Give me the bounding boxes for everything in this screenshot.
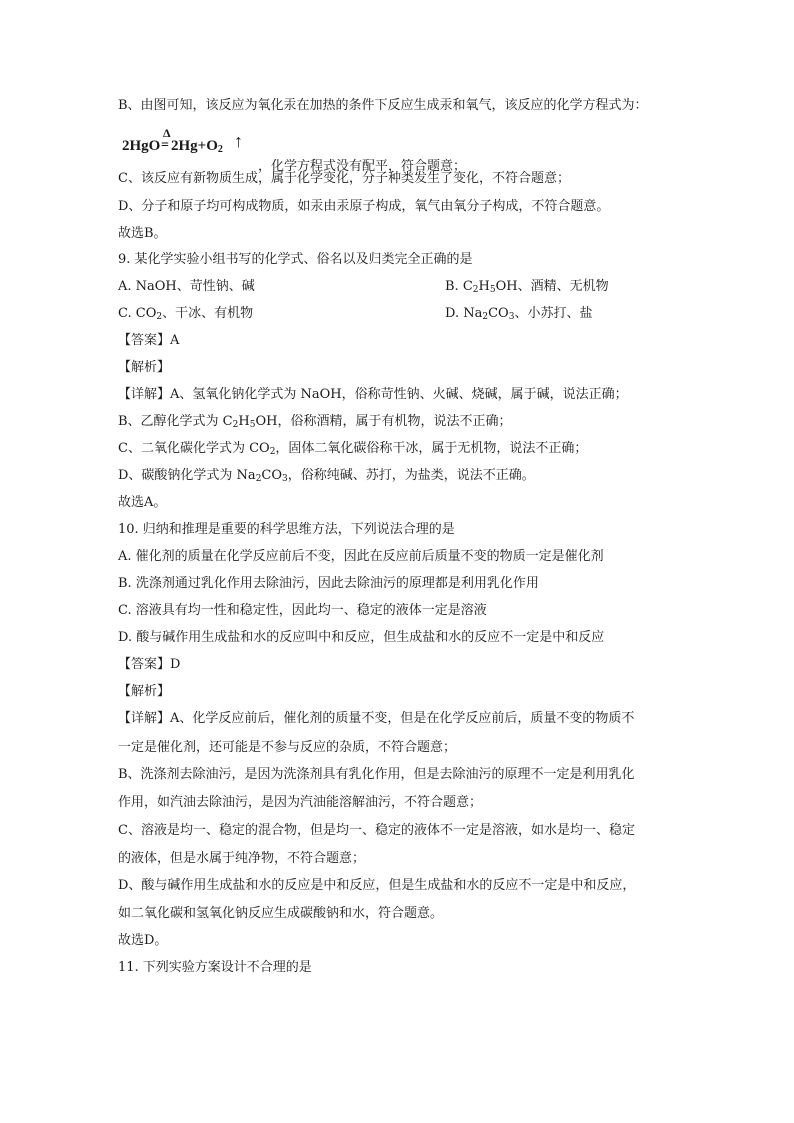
- equation-reactant: 2HgO: [122, 138, 161, 154]
- equation-products-subscript: 2: [217, 144, 223, 155]
- heating-condition: Δ: [163, 126, 171, 140]
- q9-detail-a: 【详解】A、氢氧化钠化学式为 NaOH，俗称苛性钠、火碱、烧碱，属于碱，说法正确；: [118, 387, 628, 402]
- item-c: C、该反应有新物质生成，属于化学变化，分子种类发生了变化，不符合题意；: [118, 171, 570, 186]
- q10-option-c: C. 溶液具有均一性和稳定性，因此均一、稳定的液体一定是溶液: [118, 603, 487, 618]
- chemical-equation: [118, 126, 258, 160]
- q10-choose: 故选D。: [118, 933, 168, 948]
- q10-detail-d-line1: D、酸与碱作用生成盐和水的反应是中和反应，但是生成盐和水的反应不一定是中和反应，: [118, 878, 636, 893]
- q10-detail-b-line2: 作用，如汽油去除油污，是因为汽油能溶解油污，不符合题意；: [118, 795, 483, 810]
- q9-detail-b: B、乙醇化学式为 $C_2H_5OH$，俗称酒精，属于有机物，说法不正确；: [118, 414, 512, 430]
- q10-detail-a-line2: 一定是催化剂，还可能是不参与反应的杂质，不符合题意；: [118, 740, 457, 755]
- q9-option-b: B. $C_2H_5OH$、酒精、无机物: [445, 279, 609, 295]
- q10-analysis-heading: 【解析】: [118, 684, 171, 699]
- q9-detail-d: D、碳酸钠化学式为 $Na_2CO_3$，俗称纯碱、苏打，为盐类，说法不正确。: [118, 468, 535, 484]
- q10-option-d: D. 酸与碱作用生成盐和水的反应叫中和反应，但生成盐和水的反应不一定是中和反应: [118, 630, 605, 645]
- q9-option-c: C. $CO_2$、干冰、有机物: [118, 306, 254, 322]
- q9-option-d: D. $Na_2CO_3$、小苏打、盐: [445, 306, 593, 322]
- equation-products: [171, 138, 223, 155]
- q10-option-a: A. 催化剂的质量在化学反应前后不变，因此在反应前后质量不变的物质一定是催化剂: [118, 549, 604, 564]
- q10-detail-c-line1: C、溶液是均一、稳定的混合物，但是均一、稳定的液体不一定是溶液，如水是均一、稳定: [118, 823, 635, 838]
- equation-products-main: 2Hg+O: [171, 138, 218, 154]
- q10-answer: 【答案】D: [118, 657, 181, 672]
- equation-note: ，化学方程式没有配平，符合题意；: [258, 159, 467, 174]
- q10-detail-c-line2: 的液体，但是水属于纯净物，不符合题意；: [118, 851, 366, 866]
- q10-detail-a-line1: 【详解】A、化学反应前后，催化剂的质量不变，但是在化学反应前后，质量不变的物质不: [118, 711, 635, 726]
- q11-stem: 11. 下列实验方案设计不合理的是: [118, 960, 312, 975]
- q9-option-a: A. NaOH、苛性钠、碱: [118, 279, 255, 294]
- q9-choose: 故选A。: [118, 495, 167, 510]
- item-b-intro: B、由图可知，该反应为氧化汞在加热的条件下反应生成汞和氧气，该反应的化学方程式为：: [118, 98, 648, 113]
- q9-analysis-heading: 【解析】: [118, 360, 171, 375]
- q9-stem: 9. 某化学实验小组书写的化学式、俗名以及归类完全正确的是: [118, 252, 473, 267]
- gas-arrow-icon: ↑: [234, 131, 243, 151]
- q10-stem: 10. 归纳和推理是重要的科学思维方法，下列说法合理的是: [118, 522, 455, 537]
- q10-option-b: B. 洗涤剂通过乳化作用去除油污，因此去除油污的原理都是利用乳化作用: [118, 576, 539, 591]
- q9-detail-c: C、二氧化碳化学式为 $CO_2$，固体二氧化碳俗称干冰，属于无机物，说法不正确；: [118, 441, 588, 457]
- equation-equal-sign: =: [161, 138, 169, 153]
- item-d: D、分子和原子均可构成物质，如汞由汞原子构成，氧气由氧分子构成，不符合题意。: [118, 199, 610, 214]
- choose-b: 故选B。: [118, 226, 167, 241]
- q10-detail-d-line2: 如二氧化碳和氢氧化钠反应生成碳酸钠和水，符合题意。: [118, 906, 444, 921]
- q9-answer: 【答案】A: [118, 333, 180, 348]
- q10-detail-b-line1: B、洗涤剂去除油污，是因为洗涤剂具有乳化作用，但是去除油污的原理不一定是利用乳化: [118, 767, 635, 782]
